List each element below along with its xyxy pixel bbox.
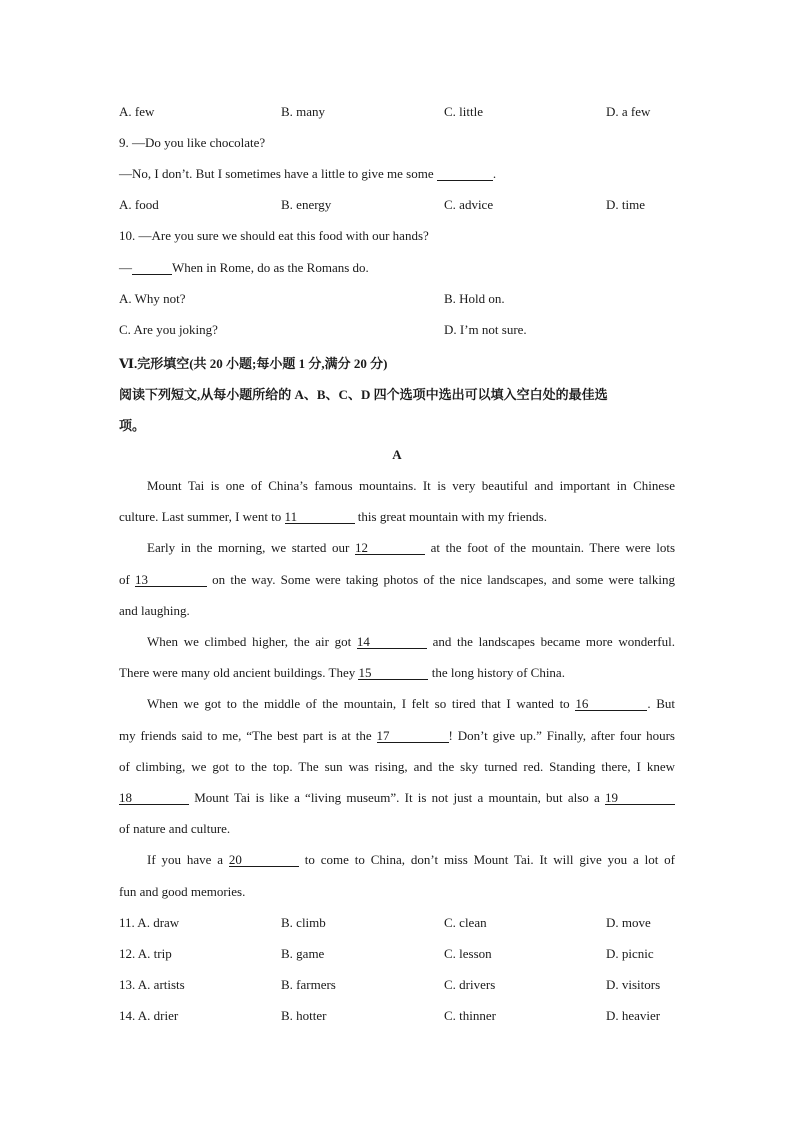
passage-p2-line2: [119, 572, 675, 588]
text-segment: culture. Last summer, I went to: [119, 509, 285, 524]
passage-p4-line2: [119, 728, 675, 744]
text-segment: on the way. Some were taking photos of the nice landscapes, and some were talking: [207, 572, 675, 587]
passage-p1-line2: [119, 509, 675, 525]
q9-reply: [119, 166, 496, 182]
blank-12: 12: [355, 541, 425, 555]
q11-option-a: 11. A. draw: [119, 915, 180, 930]
passage-p2-line1: [147, 540, 675, 556]
q14-option-c: C. thinner: [444, 1008, 496, 1023]
text-segment: to come to China, don’t miss Mount Tai. It will give you a lot of: [298, 852, 675, 867]
section-heading: Ⅵ.完形填空(共 20 小题;每小题 1 分,满分 20 分): [119, 356, 388, 371]
q10-option-a: A. Why not?: [119, 291, 186, 306]
q11-option-d: D. move: [606, 915, 651, 930]
text-segment: There were many old ancient buildings. They: [119, 665, 359, 680]
q9-option-a: A. food: [119, 197, 159, 212]
passage-p4-line5: of nature and culture.: [119, 821, 231, 836]
q14-option-d: D. heavier: [606, 1008, 661, 1023]
q13-option-b: B. farmers: [281, 977, 336, 992]
q10-option-b: B. Hold on.: [444, 291, 505, 306]
q9-reply-text: —No, I don’t. But I sometimes have a little to give me some: [119, 166, 437, 181]
q13-option-d: D. visitors: [606, 977, 661, 992]
passage-p4-line4: [119, 790, 675, 806]
q9-blank: [437, 167, 493, 181]
q8-option-d: D. a few: [606, 104, 651, 119]
blank-18: 18: [119, 791, 189, 805]
blank-15: 15: [358, 666, 428, 680]
section-instruction-1: 阅读下列短文,从每小题所给的 A、B、C、D 四个选项中选出可以填入空白处的最佳选: [119, 387, 608, 402]
q10-option-c: C. Are you joking?: [119, 322, 218, 337]
blank-13: 13: [135, 573, 207, 587]
passage-title: A: [392, 447, 402, 462]
text-segment: If you have a: [147, 852, 229, 867]
blank-17: 17: [377, 729, 449, 743]
passage-p5-line2: fun and good memories.: [119, 884, 246, 899]
q13-option-a: 13. A. artists: [119, 977, 185, 992]
passage-p4-line3: of climbing, we got to the top. The sun was rising, and the sky turned red. Standing there, I knew: [119, 759, 675, 774]
q12-option-a: 12. A. trip: [119, 946, 172, 961]
blank-14: 14: [357, 635, 427, 649]
q10-option-d: D. I’m not sure.: [444, 322, 527, 337]
passage-p5-line1: [147, 852, 675, 868]
blank-11: 11: [285, 510, 355, 524]
q8-option-a: A. few: [119, 104, 155, 119]
q12-option-d: D. picnic: [606, 946, 654, 961]
blank-20: 20: [229, 853, 299, 867]
text-segment: the long history of China.: [428, 665, 565, 680]
q9-option-b: B. energy: [281, 197, 332, 212]
text-segment: . But: [647, 696, 675, 711]
text-segment: ! Don’t give up.” Finally, after four hours: [448, 728, 675, 743]
q13-option-c: C. drivers: [444, 977, 496, 992]
q8-option-b: B. many: [281, 104, 326, 119]
q10-blank: [132, 261, 172, 275]
text-segment: and the landscapes became more wonderful.: [426, 634, 675, 649]
q10-stem: 10. —Are you sure we should eat this food with our hands?: [119, 228, 429, 243]
q8-option-c: C. little: [444, 104, 483, 119]
q11-option-c: C. clean: [444, 915, 487, 930]
q14-option-a: 14. A. drier: [119, 1008, 179, 1023]
q11-option-b: B. climb: [281, 915, 326, 930]
text-segment: my friends said to me, “The best part is at the: [119, 728, 377, 743]
passage-p2-line3: and laughing.: [119, 603, 190, 618]
q12-option-b: B. game: [281, 946, 325, 961]
text-segment: Early in the morning, we started our: [147, 540, 355, 555]
q10-reply-prefix: —: [119, 260, 132, 275]
text-segment: Mount Tai is like a “living museum”. It is not just a mountain, but also a: [189, 790, 605, 805]
q14-option-b: B. hotter: [281, 1008, 327, 1023]
blank-19: 19: [605, 791, 675, 805]
text-segment: of: [119, 572, 135, 587]
passage-p3-line2: [119, 665, 675, 681]
passage-p1-line1: Mount Tai is one of China’s famous mountains. It is very beautiful and important in Chinese: [147, 478, 675, 493]
text-segment: When we got to the middle of the mountain, I felt so tired that I wanted to: [147, 696, 576, 711]
passage-p3-line1: [147, 634, 675, 650]
blank-16: 16: [575, 697, 647, 711]
q9-option-d: D. time: [606, 197, 645, 212]
passage-p4-line1: [147, 696, 675, 712]
q9-stem: 9. —Do you like chocolate?: [119, 135, 266, 150]
q10-reply: [119, 260, 369, 276]
section-instruction-2: 项。: [119, 418, 146, 433]
text-segment: at the foot of the mountain. There were lots: [424, 540, 676, 555]
text-segment: When we climbed higher, the air got: [147, 634, 357, 649]
text-segment: this great mountain with my friends.: [354, 509, 547, 524]
q9-option-c: C. advice: [444, 197, 494, 212]
q12-option-c: C. lesson: [444, 946, 492, 961]
q9-reply-end: .: [492, 166, 497, 181]
q10-reply-text: When in Rome, do as the Romans do.: [172, 260, 369, 275]
